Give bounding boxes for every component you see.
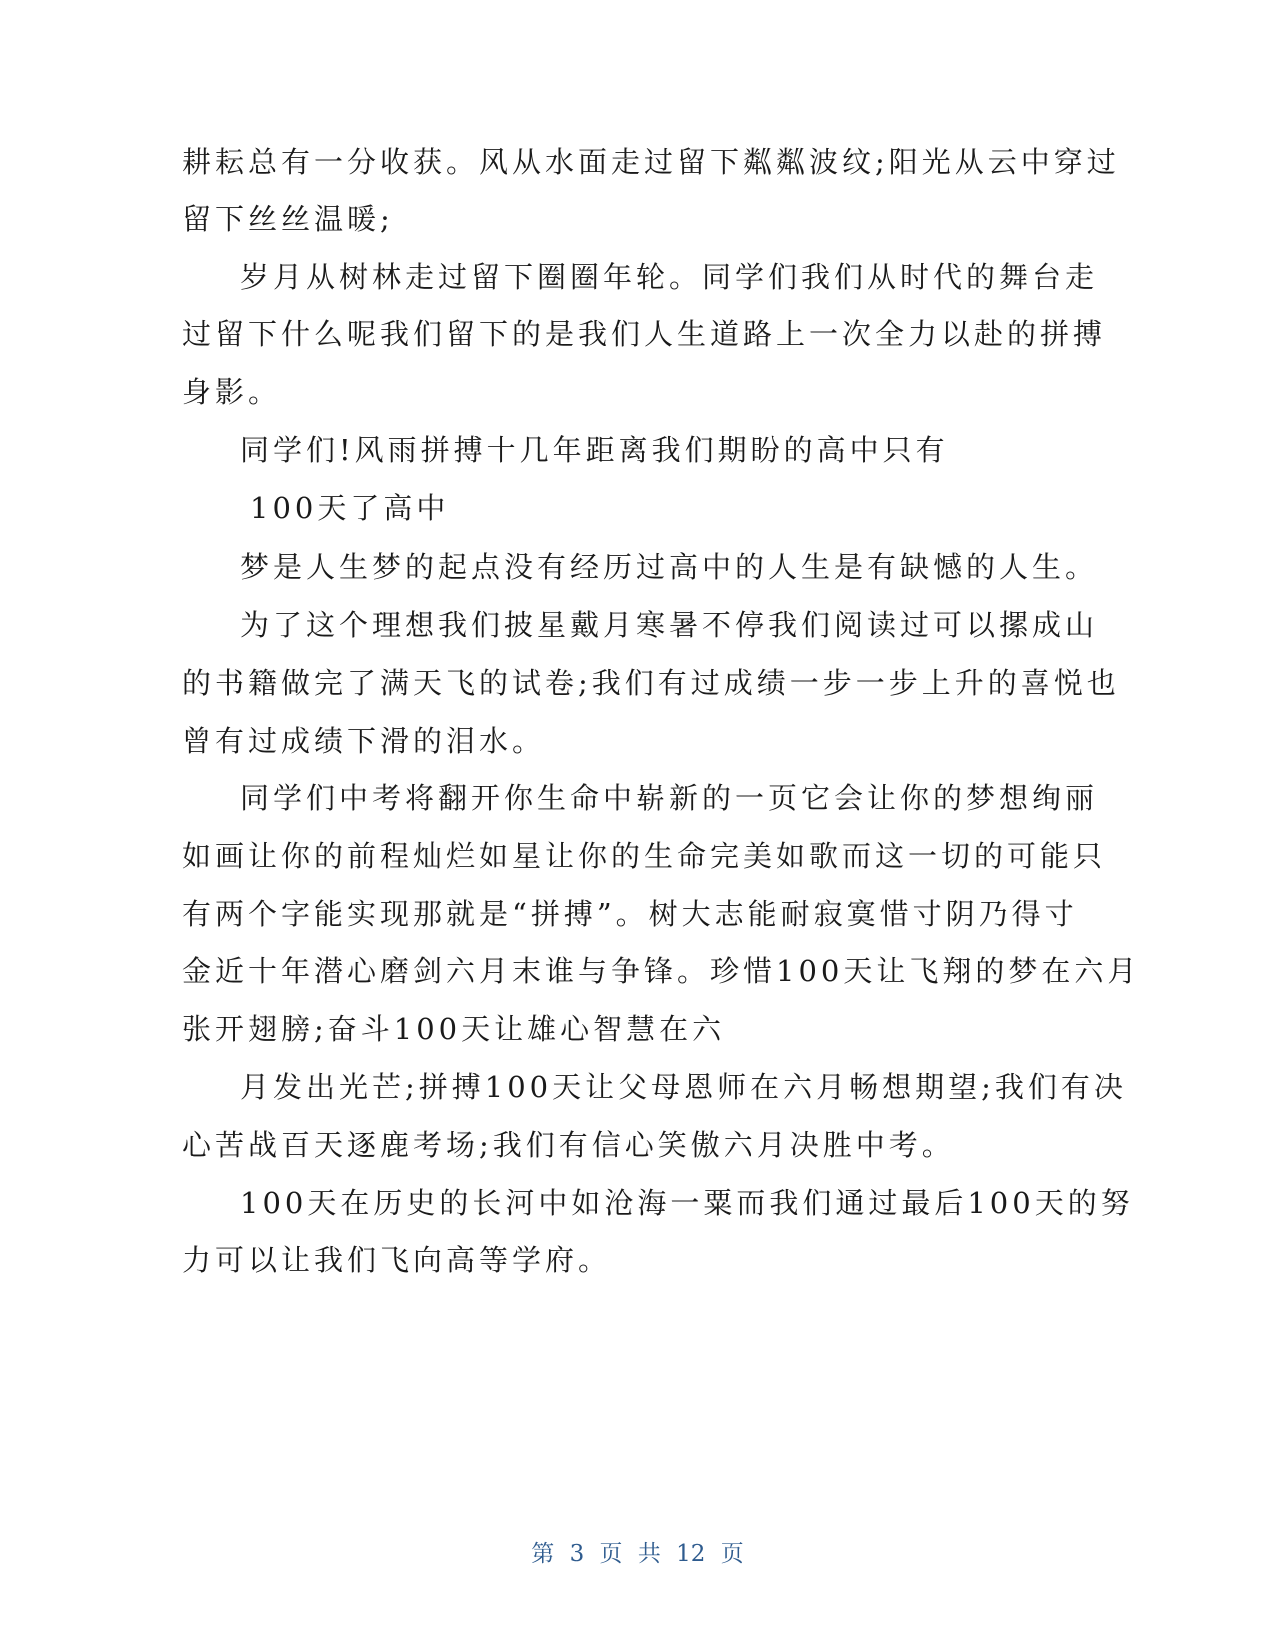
text-line: 同学们中考将翻开你生命中崭新的一页它会让你的梦想绚丽 — [240, 781, 1099, 815]
text-line: 身影。 — [182, 375, 282, 409]
text-line: 如画让你的前程灿烂如星让你的生命完美如歌而这一切的可能只 — [182, 839, 1107, 873]
text-line: 曾有过成绩下滑的泪水。 — [182, 724, 546, 758]
text-line: 100天了高中 — [250, 491, 450, 525]
text-line: 耕耘总有一分收获。风从水面走过留下粼粼波纹;阳光从云中穿过 — [182, 145, 1120, 179]
text-line: 有两个字能实现那就是“拼搏”。树大志能耐寂寞惜寸阴乃得寸 — [182, 897, 1078, 931]
text-line: 同学们!风雨拼搏十几年距离我们期盼的高中只有 — [240, 433, 949, 467]
text-line: 的书籍做完了满天飞的试卷;我们有过成绩一步一步上升的喜悦也 — [182, 666, 1120, 700]
text-line: 金近十年潜心磨剑六月末谁与争锋。珍惜100天让飞翔的梦在六月 — [182, 954, 1141, 988]
text-line: 心苦战百天逐鹿考场;我们有信心笑傲六月决胜中考。 — [182, 1128, 955, 1162]
text-line: 月发出光芒;拼搏100天让父母恩师在六月畅想期望;我们有决 — [240, 1070, 1127, 1104]
text-line: 为了这个理想我们披星戴月寒暑不停我们阅读过可以摞成山 — [240, 608, 1099, 642]
text-line: 过留下什么呢我们留下的是我们人生道路上一次全力以赴的拼搏 — [182, 317, 1107, 351]
page-number-footer: 第 3 页 共 12 页 — [531, 1541, 744, 1567]
text-line: 梦是人生梦的起点没有经历过高中的人生是有缺憾的人生。 — [240, 550, 1099, 584]
text-line: 岁月从树林走过留下圈圈年轮。同学们我们从时代的舞台走 — [240, 260, 1099, 294]
text-line: 留下丝丝温暖; — [182, 202, 394, 236]
text-line: 张开翅膀;奋斗100天让雄心智慧在六 — [182, 1012, 726, 1046]
text-line: 力可以让我们飞向高等学府。 — [182, 1243, 612, 1277]
text-line: 100天在历史的长河中如沧海一粟而我们通过最后100天的努 — [240, 1186, 1134, 1220]
